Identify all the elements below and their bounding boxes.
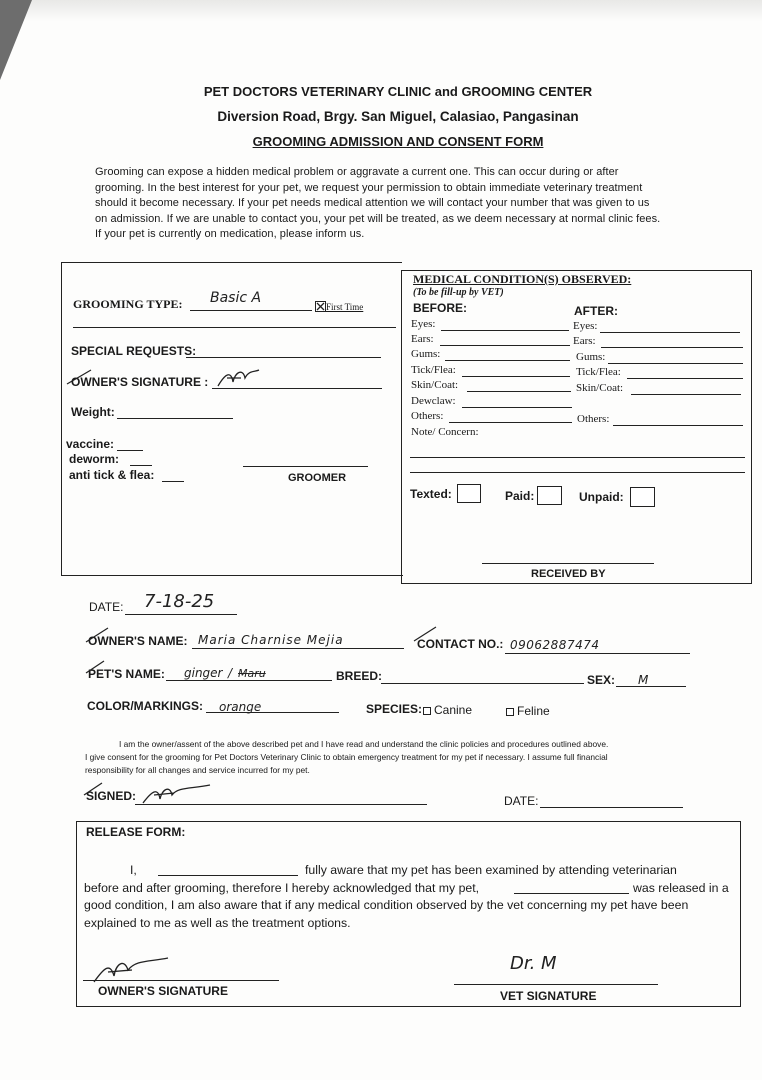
clinic-name: PET DOCTORS VETERINARY CLINIC and GROOMING CENTER: [203, 84, 593, 99]
unpaid-label: Unpaid:: [579, 490, 624, 504]
before-line[interactable]: [441, 330, 569, 331]
texted-label: Texted:: [410, 487, 452, 501]
intro-line: on admission. If we are unable to contact you, your pet will be treated, as we deem necessary at normal clinic fees.: [95, 212, 661, 225]
release-line1-b: fully aware that my pet has been examined by attending veterinarian: [305, 863, 677, 877]
vet-signature-value: Dr. M: [510, 953, 557, 974]
before-item: Skin/Coat:: [411, 379, 459, 391]
consent-paragraph: [85, 738, 705, 777]
after-item: Skin/Coat:: [576, 382, 624, 394]
before-line[interactable]: [462, 407, 572, 408]
release-line2-b: was released in a: [633, 880, 729, 895]
tick-mark-icon: [84, 626, 112, 646]
after-line[interactable]: [608, 363, 743, 364]
contact-label: CONTACT NO.:: [417, 637, 504, 651]
owner-signature-line[interactable]: [83, 980, 279, 981]
medical-subtitle: (To be fill-up by VET): [413, 287, 504, 298]
grooming-type-value[interactable]: Basic A: [210, 290, 262, 306]
after-item: Others:: [577, 413, 610, 425]
sex-label: SEX:: [587, 673, 616, 687]
deworm-label: deworm:: [69, 452, 120, 466]
groomer-line[interactable]: [243, 466, 368, 467]
after-line[interactable]: [600, 332, 740, 333]
scan-top-edge: [0, 0, 762, 22]
signed-label: SIGNED:: [86, 789, 137, 803]
before-line[interactable]: [440, 345, 570, 346]
before-item: Others:: [411, 410, 444, 422]
date-value[interactable]: 7-18-25: [144, 591, 215, 612]
vet-signature-label: VET SIGNATURE: [500, 989, 597, 1003]
received-by-label: RECEIVED BY: [531, 568, 606, 580]
release-text: [84, 862, 744, 932]
before-line[interactable]: [445, 360, 570, 361]
species-label: SPECIES:: [366, 702, 423, 716]
breed-label: BREED:: [336, 669, 383, 683]
texted-checkbox[interactable]: [457, 484, 481, 503]
color-label: COLOR/MARKINGS:: [87, 699, 203, 713]
medical-title: MEDICAL CONDITION(S) OBSERVED:: [413, 272, 632, 286]
sex-line[interactable]: [616, 686, 686, 687]
release-name-line[interactable]: [158, 875, 298, 876]
canine-label: Canine: [434, 703, 473, 717]
first-time-label: First Time: [326, 302, 364, 312]
consent-line: responsibility for all changes and service incurred for my pet.: [85, 765, 310, 775]
after-item: Ears:: [573, 335, 596, 347]
sex-value[interactable]: M: [638, 673, 649, 687]
weight-label: Weight:: [71, 405, 115, 419]
intro-paragraph: [95, 165, 725, 243]
owner-signature-scribble-icon: [140, 781, 220, 807]
tick-mark-icon: [65, 368, 95, 388]
contact-value[interactable]: 09062887474: [510, 638, 600, 652]
note-line[interactable]: [410, 457, 745, 458]
tick-mark-icon: [412, 625, 440, 645]
note-line[interactable]: [410, 472, 745, 473]
owner-name-line[interactable]: [192, 648, 404, 649]
date-line[interactable]: [125, 614, 237, 615]
date-label: DATE:: [89, 600, 124, 614]
intro-line: should it become necessary. If your pet needs medical attention we will contact your number that was given to us: [95, 197, 650, 210]
before-line[interactable]: [449, 422, 572, 423]
before-item: Gums:: [411, 348, 441, 360]
before-item: Ears:: [411, 333, 434, 345]
date2-line[interactable]: [540, 807, 683, 808]
consent-line: I am the owner/assent of the above described pet and I have read and understand the clinic policies and procedures outlined above.: [119, 739, 609, 749]
after-line[interactable]: [601, 347, 743, 348]
release-line: [84, 862, 744, 880]
contact-line[interactable]: [505, 653, 690, 654]
date2-label: DATE:: [504, 794, 539, 808]
pet-name-value[interactable]: ginger: [184, 666, 223, 680]
after-item: Gums:: [576, 351, 606, 363]
after-line[interactable]: [627, 378, 743, 379]
received-by-line[interactable]: [482, 563, 654, 564]
after-item: Tick/Flea:: [576, 366, 621, 378]
feline-checkbox[interactable]: [506, 708, 514, 716]
owner-name-label: OWNER'S NAME:: [88, 634, 188, 648]
grooming-type-label: GROOMING TYPE:: [73, 297, 183, 311]
before-label: BEFORE:: [413, 301, 467, 315]
release-line: [84, 880, 744, 898]
release-title: RELEASE FORM:: [86, 825, 186, 839]
pet-name-struck: Maru: [238, 667, 266, 680]
deworm-line[interactable]: [130, 465, 152, 466]
clinic-address: Diversion Road, Brgy. San Miguel, Calasiao, Pangasinan: [217, 109, 579, 124]
paid-checkbox[interactable]: [537, 486, 562, 505]
special-requests-line[interactable]: [186, 357, 381, 358]
grooming-type-line: [190, 310, 312, 311]
release-pet-line[interactable]: [514, 893, 629, 894]
before-item: Tick/Flea:: [411, 364, 456, 376]
pet-name-label: PET'S NAME:: [88, 667, 165, 681]
before-item: Eyes:: [411, 318, 436, 330]
pet-name-separator: /: [228, 666, 233, 680]
consent-line: I give consent for the grooming for Pet Doctors Veterinary Clinic to obtain emergency treatment for my pet if necessary. I assume full financial: [85, 752, 608, 762]
vet-signature-line[interactable]: [454, 984, 658, 985]
release-line2-a: before and after grooming, therefore I hereby acknowledged that my pet,: [84, 880, 480, 895]
breed-line[interactable]: [381, 683, 584, 684]
color-value[interactable]: orange: [219, 700, 262, 714]
vaccine-label: vaccine:: [66, 437, 115, 451]
after-label: AFTER:: [574, 304, 618, 318]
intro-line: If your pet is currently on medication, please inform us.: [95, 228, 365, 241]
after-item: Eyes:: [573, 320, 598, 332]
grooming-extra-line: [73, 327, 396, 328]
owner-name-value[interactable]: Maria Charnise Mejia: [198, 633, 344, 647]
pet-name-line[interactable]: [166, 680, 332, 681]
release-line1-a: I,: [130, 863, 137, 877]
anti-tick-label: anti tick & flea:: [69, 468, 155, 482]
owner-signature-label: OWNER'S SIGNATURE :: [71, 375, 209, 389]
unpaid-checkbox[interactable]: [630, 487, 655, 507]
feline-label: Feline: [517, 704, 550, 718]
after-line[interactable]: [631, 394, 741, 395]
panel-bottom-border: [61, 575, 403, 576]
paid-label: Paid:: [505, 489, 535, 503]
tick-mark-icon: [82, 781, 106, 799]
first-time-checkbox[interactable]: [315, 301, 326, 312]
check-icon: [316, 302, 325, 311]
intro-line: Grooming can expose a hidden medical problem or aggravate a current one. This can occur during or after: [95, 166, 619, 178]
after-line[interactable]: [613, 425, 743, 426]
release-line4: explained to me as well as the treatment options.: [84, 915, 351, 930]
form-title: GROOMING ADMISSION AND CONSENT FORM: [252, 134, 544, 149]
folded-corner: [0, 0, 32, 80]
tick-mark-icon: [84, 659, 108, 677]
before-item: Dewclaw:: [411, 395, 456, 407]
anti-tick-line[interactable]: [162, 481, 184, 482]
canine-checkbox[interactable]: [423, 707, 431, 715]
groomer-label: GROOMER: [288, 472, 347, 484]
before-line[interactable]: [462, 376, 570, 377]
owner-signature-label: OWNER'S SIGNATURE: [98, 984, 228, 998]
vaccine-line[interactable]: [117, 450, 143, 451]
note-concern-label: Note/ Concern:: [411, 426, 479, 438]
release-line3: good condition, I am also aware that if any medical condition observed by the vet concerning my pet have been: [84, 898, 689, 913]
weight-line[interactable]: [117, 418, 233, 419]
owner-signature-scribble-icon: [215, 364, 275, 390]
before-line[interactable]: [467, 391, 571, 392]
special-requests-label: SPECIAL REQUESTS:: [71, 344, 197, 358]
intro-line: grooming. In the best interest for your pet, we request your permission to obtain immediate veterinary treatment: [95, 181, 643, 194]
